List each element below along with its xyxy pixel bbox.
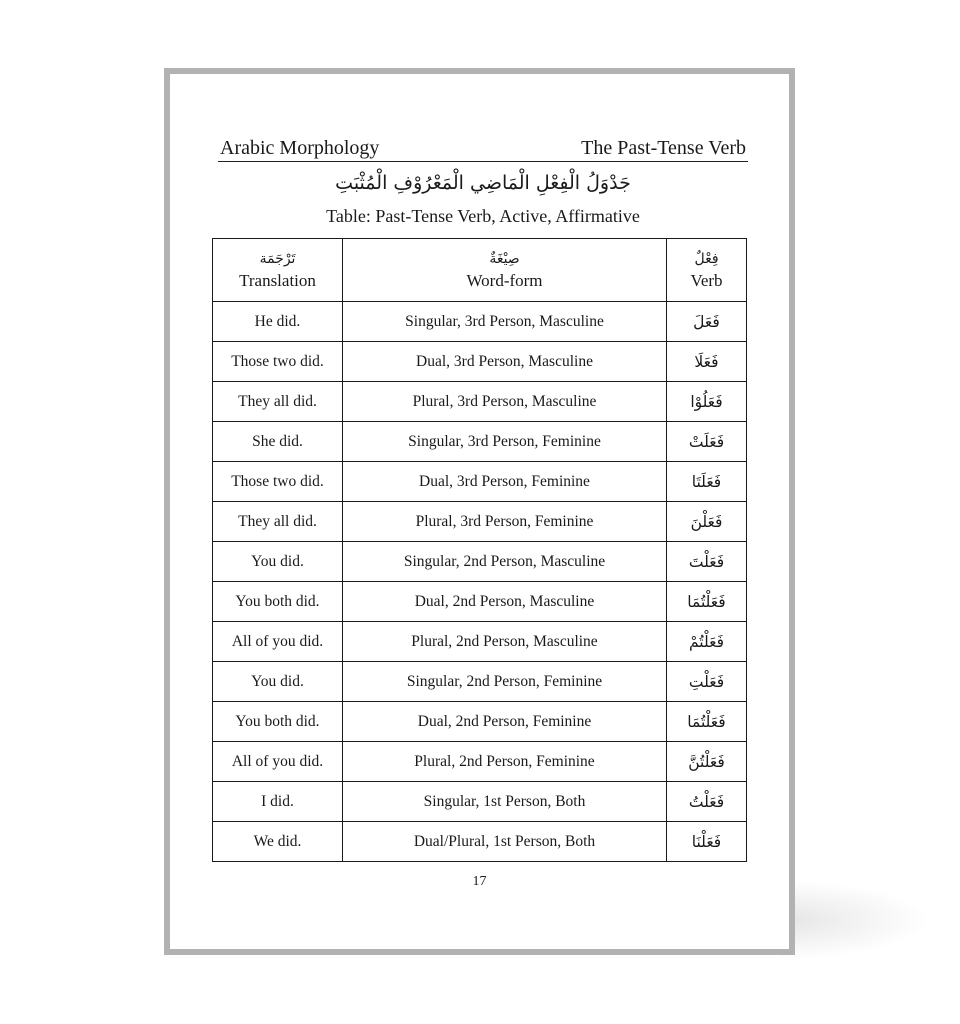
header-book-title: Arabic Morphology xyxy=(220,137,380,159)
book-page xyxy=(164,68,795,955)
word-form-cell: Plural, 2nd Person, Masculine xyxy=(343,622,667,662)
table-row xyxy=(213,542,747,582)
translation-cell: All of you did. xyxy=(213,622,343,662)
verb-cell: فَعَلْتُ xyxy=(667,782,747,822)
word-form-cell: Dual, 2nd Person, Feminine xyxy=(343,702,667,742)
translation-cell: We did. xyxy=(213,822,343,862)
column-header-word-form-arabic: صِيْغَةٌ xyxy=(489,251,520,267)
word-form-cell: Singular, 1st Person, Both xyxy=(343,782,667,822)
word-form-cell: Dual/Plural, 1st Person, Both xyxy=(343,822,667,862)
verb-cell: فَعَلْتِ xyxy=(667,662,747,702)
translation-cell: Those two did. xyxy=(213,462,343,502)
translation-cell: They all did. xyxy=(213,382,343,422)
verb-cell: فَعَلَ xyxy=(667,302,747,342)
verb-conjugation-table xyxy=(212,238,747,862)
table-header-row xyxy=(213,239,747,302)
table-row xyxy=(213,302,747,342)
translation-cell: Those two did. xyxy=(213,342,343,382)
table-row xyxy=(213,502,747,542)
table-row xyxy=(213,782,747,822)
running-header xyxy=(218,136,748,162)
translation-cell: She did. xyxy=(213,422,343,462)
verb-cell: فَعَلْتَ xyxy=(667,542,747,582)
table-title-english: Table: Past-Tense Verb, Active, Affirmative xyxy=(326,206,640,226)
table-title-arabic: جَدْوَلُ الْفِعْلِ الْمَاضِي الْمَعْرُوْفِ الْمُثْبَتِ xyxy=(335,172,631,194)
translation-cell: They all did. xyxy=(213,502,343,542)
word-form-cell: Plural, 2nd Person, Feminine xyxy=(343,742,667,782)
translation-cell: You did. xyxy=(213,662,343,702)
verb-cell: فَعَلْتُمْ xyxy=(667,622,747,662)
translation-cell: I did. xyxy=(213,782,343,822)
verb-cell: فَعَلْتُنَّ xyxy=(667,742,747,782)
header-chapter-title: The Past-Tense Verb xyxy=(581,137,746,159)
column-header-translation xyxy=(213,239,343,302)
translation-cell: You both did. xyxy=(213,582,343,622)
page-number: 17 xyxy=(472,874,487,889)
translation-cell: All of you did. xyxy=(213,742,343,782)
table-row xyxy=(213,382,747,422)
word-form-cell: Singular, 3rd Person, Masculine xyxy=(343,302,667,342)
column-header-word-form-english: Word-form xyxy=(466,271,543,290)
translation-cell: You did. xyxy=(213,542,343,582)
verb-cell: فَعَلْنَ xyxy=(667,502,747,542)
word-form-cell: Dual, 2nd Person, Masculine xyxy=(343,582,667,622)
verb-cell: فَعَلْنَا xyxy=(667,822,747,862)
translation-cell: You both did. xyxy=(213,702,343,742)
column-header-verb xyxy=(667,239,747,302)
table-row xyxy=(213,622,747,662)
verb-cell: فَعَلَتْ xyxy=(667,422,747,462)
word-form-cell: Dual, 3rd Person, Feminine xyxy=(343,462,667,502)
column-header-translation-english: Translation xyxy=(239,271,316,290)
verb-cell: فَعَلْتُمَا xyxy=(667,702,747,742)
translation-cell: He did. xyxy=(213,302,343,342)
column-header-verb-english: Verb xyxy=(690,271,723,290)
column-header-translation-arabic: تَرْجَمَة xyxy=(259,251,296,267)
table-row xyxy=(213,582,747,622)
word-form-cell: Singular, 2nd Person, Masculine xyxy=(343,542,667,582)
word-form-cell: Dual, 3rd Person, Masculine xyxy=(343,342,667,382)
verb-cell: فَعَلَا xyxy=(667,342,747,382)
table-row xyxy=(213,702,747,742)
table-row xyxy=(213,662,747,702)
table-row xyxy=(213,422,747,462)
word-form-cell: Singular, 3rd Person, Feminine xyxy=(343,422,667,462)
verb-cell: فَعَلُوْا xyxy=(667,382,747,422)
word-form-cell: Plural, 3rd Person, Masculine xyxy=(343,382,667,422)
table-row xyxy=(213,742,747,782)
word-form-cell: Plural, 3rd Person, Feminine xyxy=(343,502,667,542)
table-row xyxy=(213,342,747,382)
column-header-verb-arabic: فِعْلٌ xyxy=(694,251,719,267)
table-row xyxy=(213,822,747,862)
book-shadow xyxy=(780,880,930,960)
verb-cell: فَعَلْتُمَا xyxy=(667,582,747,622)
table-row xyxy=(213,462,747,502)
column-header-word-form xyxy=(343,239,667,302)
verb-cell: فَعَلَتَا xyxy=(667,462,747,502)
word-form-cell: Singular, 2nd Person, Feminine xyxy=(343,662,667,702)
